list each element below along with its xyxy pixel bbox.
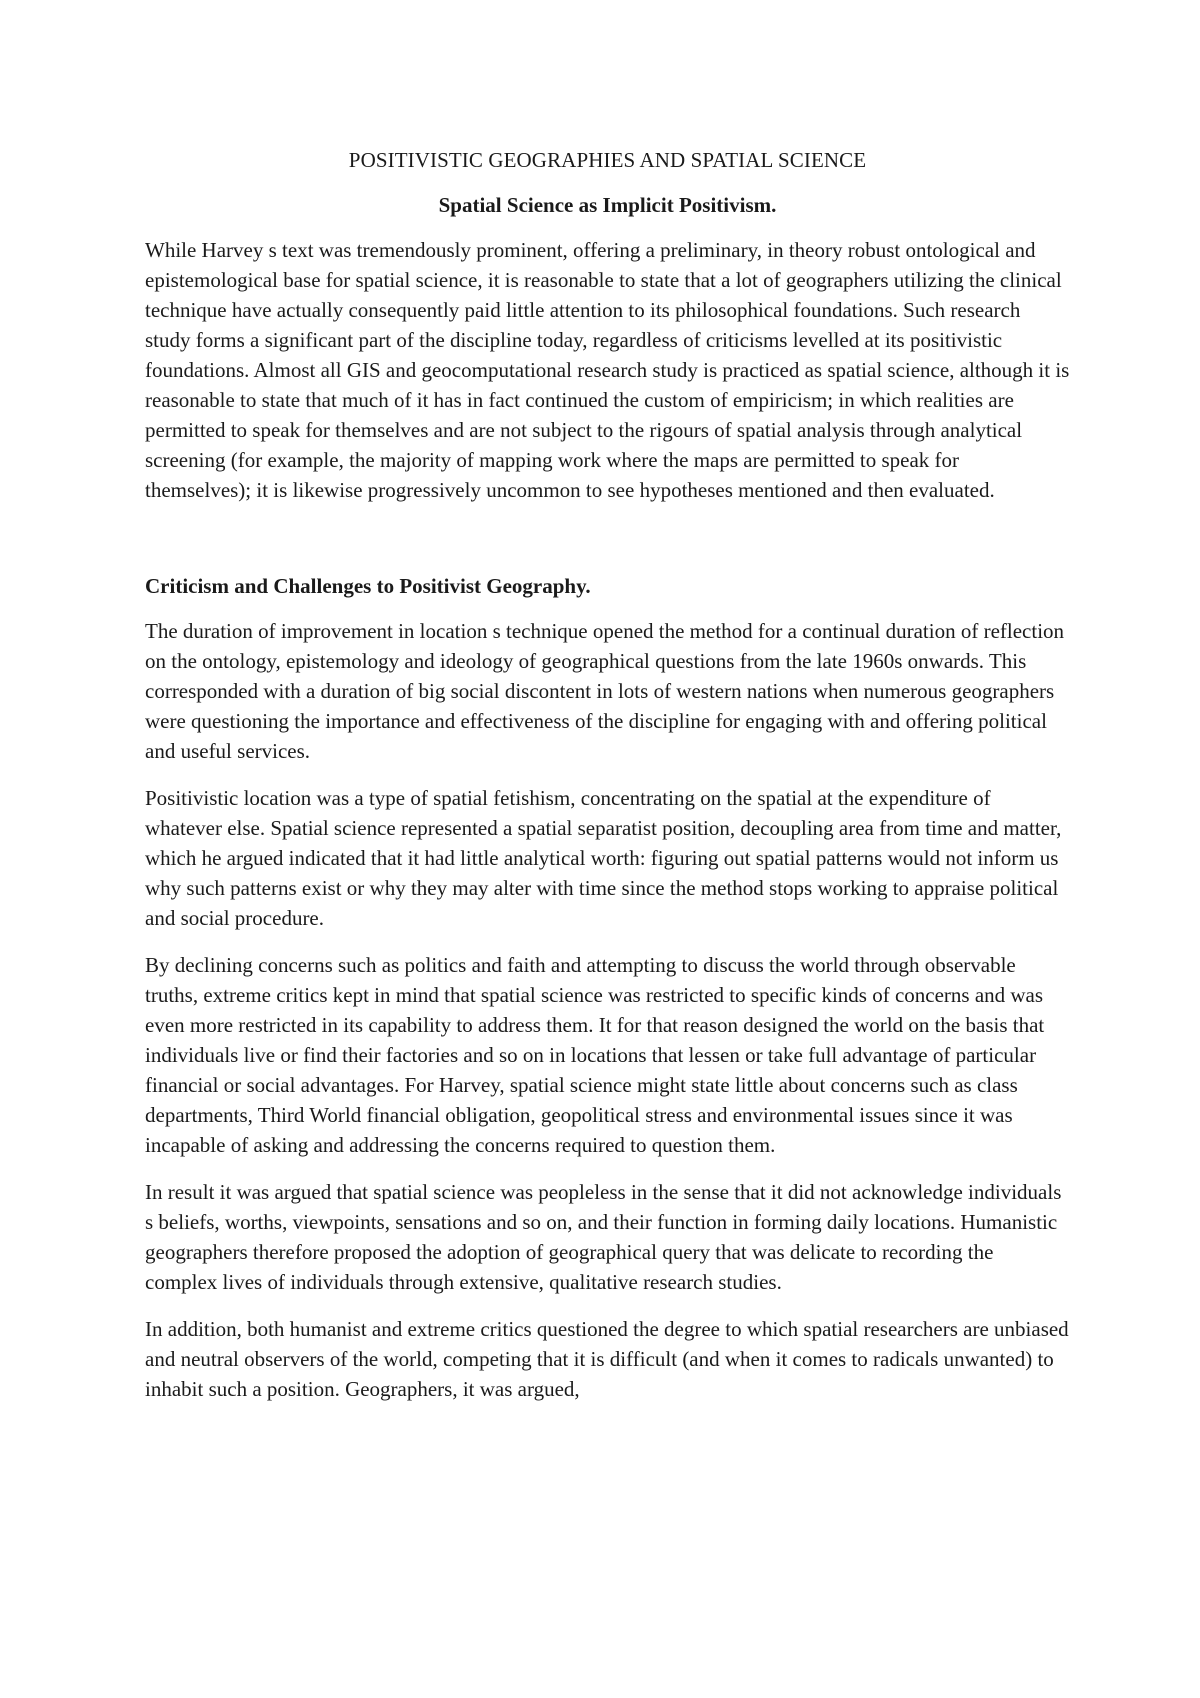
section-spacer [145, 522, 1070, 572]
paragraph: In addition, both humanist and extreme critics questioned the degree to which spatial researchers are unbiased and neutral observers of the world, competing that it is difficult (and when it comes to radicals unwanted) to inhabit such a position. Geographers, it was argued, [145, 1317, 1069, 1401]
document-title: POSITIVISTIC GEOGRAPHIES AND SPATIAL SCIENCE [348, 148, 867, 172]
paragraph: Positivistic location was a type of spatial fetishism, concentrating on the spatial at the expenditure of whatever else. Spatial science represented a spatial separatist position, decoupling area from time and matter, which he argued indicated that it had little analytical worth: figuring out spatial patterns would not inform us why such patterns exist or why they may alter with time since the method stops working to appraise political and social procedure. [145, 786, 1062, 930]
paragraph: In result it was argued that spatial science was peopleless in the sense that it did not acknowledge individuals s beliefs, worths, viewpoints, sensations and so on, and their function in forming daily locations. Humanistic geographers therefore proposed the adoption of geographical query that was delicate to recording the complex lives of individuals through extensive, qualitative research studies. [145, 1180, 1062, 1294]
paragraph: By declining concerns such as politics and faith and attempting to discuss the world through observable truths, extreme critics kept in mind that spatial science was restricted to specific kinds of concerns and was even more restricted in its capability to address them. It for that reason designed the world on the basis that individuals live or find their factories and so on in locations that lessen or take full advantage of particular financial or social advantages. For Harvey, spatial science might state little about concerns such as class departments, Third World financial obligation, geopolitical stress and environmental issues since it was incapable of asking and addressing the concerns required to question them. [145, 953, 1045, 1157]
paragraph: While Harvey s text was tremendously prominent, offering a preliminary, in theory robust ontological and epistemological base for spatial science, it is reasonable to state that a lot of geographers utilizing the clinical technique have actually consequently paid little attention to its philosophical foundations. Such research study forms a significant part of the discipline today, regardless of criticisms levelled at its positivistic foundations. Almost all GIS and geocomputational research study is practiced as spatial science, although it is reasonable to state that much of it has in fact continued the custom of empiricism; in which realities are permitted to speak for themselves and are not subject to the rigours of spatial analysis through analytical screening (for example, the majority of mapping work where the maps are permitted to speak for themselves); it is likewise progressively uncommon to see hypotheses mentioned and then evaluated. [145, 238, 1070, 502]
paragraph: The duration of improvement in location s technique opened the method for a continual duration of reflection on the ontology, epistemology and ideology of geographical questions from the late 1960s onwards. This corresponded with a duration of big social discontent in lots of western nations when numerous geographers were questioning the importance and effectiveness of the discipline for engaging with and offering political and useful services. [145, 619, 1065, 763]
section-heading-spatial-science: Spatial Science as Implicit Positivism. [438, 193, 777, 217]
document-page [145, 146, 1070, 1421]
section-heading-criticism: Criticism and Challenges to Positivist Geography. [145, 574, 591, 598]
